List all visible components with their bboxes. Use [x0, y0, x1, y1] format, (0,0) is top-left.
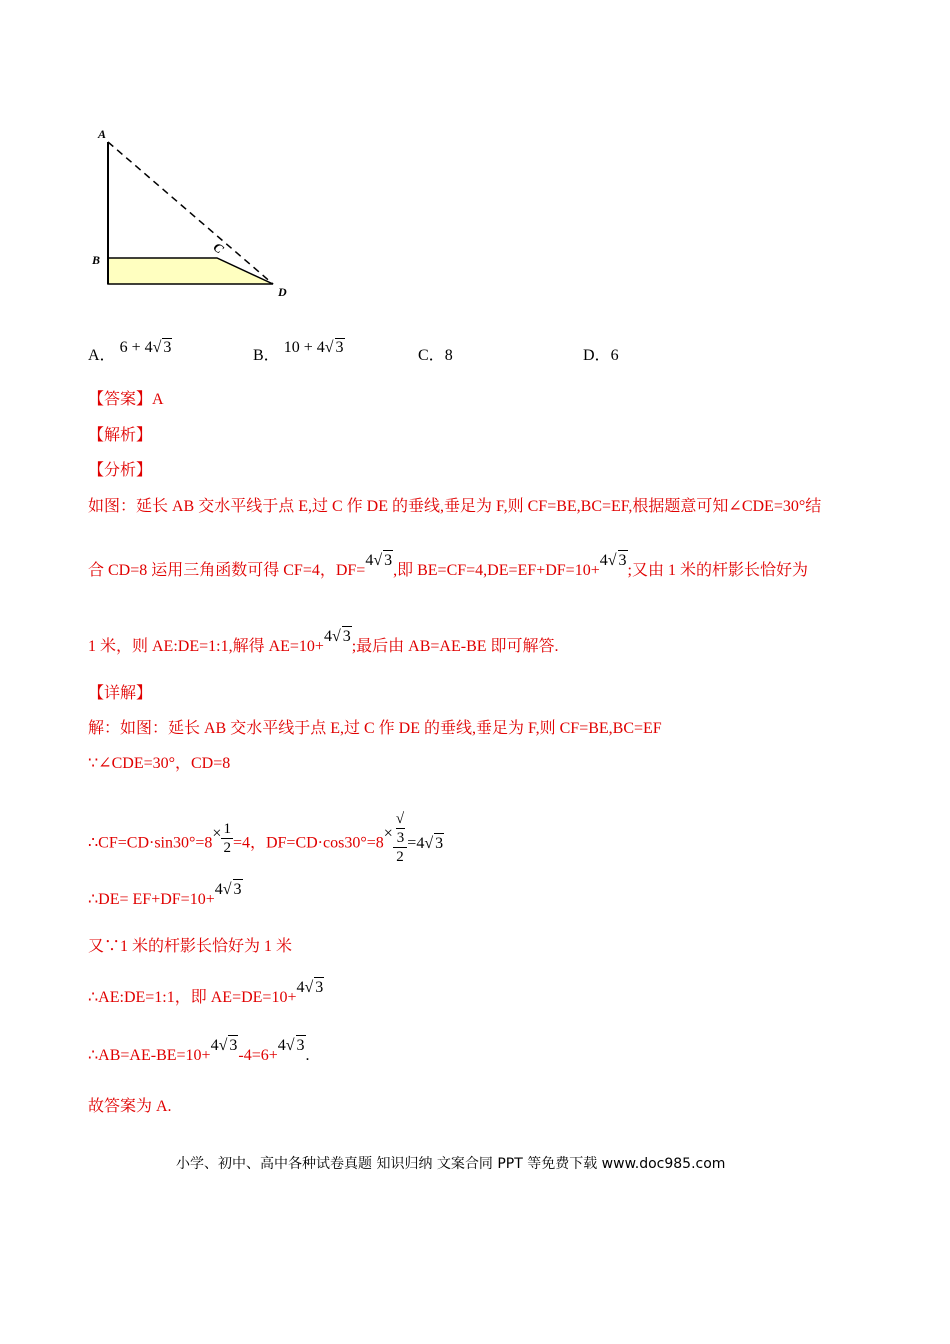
solution-line-3: ∴CF=CD·sin30°=8× $\frac{1}{2}$ =4，DF=CD·cos30°=8× √ 3 2 =4√ 3 [88, 811, 444, 865]
option-c-value: 8 [444, 347, 453, 364]
answer-line [88, 390, 164, 410]
sqrt-icon: √ [373, 552, 383, 569]
geometry-figure [80, 120, 310, 310]
option-b-expr: 10 + 4 [283, 339, 325, 356]
option-a[interactable] [88, 339, 172, 365]
option-a-radicand: 3 [163, 339, 172, 356]
option-d[interactable] [583, 342, 619, 365]
option-c-letter: C． [418, 347, 445, 364]
label-c: C [210, 239, 227, 257]
solution-line-6: ∴AE:DE=1:1，即 AE=DE=10+4√ 3 [88, 979, 324, 1006]
answer-tag: 【答案】 [88, 391, 153, 408]
sqrt-icon: √ [222, 881, 232, 898]
option-a-letter: A． [88, 347, 116, 364]
page-footer: 小学、初中、高中各种试卷真题 知识归纳 文案合同 PPT 等免费下载 www.doc985.com [176, 1156, 726, 1172]
sqrt-icon: √ [304, 979, 314, 996]
sqrt-icon: √ [152, 339, 162, 356]
xiangjie-tag: 【详解】 [88, 685, 153, 702]
sqrt-icon: √ [324, 339, 334, 356]
option-c[interactable] [418, 342, 453, 365]
solution-line-2: ∵∠CDE=30°，CD=8 [88, 755, 231, 772]
sqrt-icon: √ [395, 811, 405, 827]
solution-line-5: 又∵1 米的杆影长恰好为 1 米 [88, 938, 293, 955]
sqrt-icon: √ [424, 834, 434, 852]
option-b-letter: B． [253, 347, 280, 364]
solution-line-7: ∴AB=AE-BE=10+4√ 3-4=6+4√ 3. [88, 1037, 310, 1064]
label-a: A [98, 127, 107, 141]
sqrt-icon: √ [607, 552, 617, 569]
solution-line-4: ∴DE= EF+DF=10+4√ 3 [88, 881, 242, 908]
label-b: B [92, 253, 101, 267]
sqrt-icon: √ [218, 1037, 228, 1054]
option-d-value: 6 [610, 347, 619, 364]
sqrt-icon: √ [285, 1037, 295, 1054]
option-b[interactable] [253, 339, 345, 365]
option-a-expr: 6 + 4 [119, 339, 153, 356]
fenxi-line-2: 合 CD=8 运用三角函数可得 CF=4，DF=4√ 3,即 BE=CF=4,DE=EF+DF=10+4√ 3;又由 1 米的杆影长恰好为 [88, 552, 808, 579]
jiexi-tag: 【解析】 [88, 427, 153, 444]
fenxi-line-1: 如图：延长 AB 交水平线于点 E,过 C 作 DE 的垂线,垂足为 F,则 CF=BE,BC=EF,根据题意可知∠CDE=30°结 [88, 498, 822, 515]
option-b-radicand: 3 [335, 339, 344, 356]
solution-conclusion: 故答案为 A. [88, 1098, 172, 1115]
option-d-letter: D． [583, 347, 611, 364]
label-d: D [278, 285, 287, 299]
solution-line-1: 解：如图：延长 AB 交水平线于点 E,过 C 作 DE 的垂线,垂足为 F,则 CF=BE,BC=EF [88, 720, 662, 737]
sqrt-icon: √ [331, 628, 341, 645]
fenxi-line-3: 1 米，则 AE:DE=1:1,解得 AE=10+4√ 3;最后由 AB=AE-BE 即可解答. [88, 628, 559, 655]
answer-value: A [152, 391, 164, 408]
fenxi-tag: 【分析】 [88, 462, 153, 479]
